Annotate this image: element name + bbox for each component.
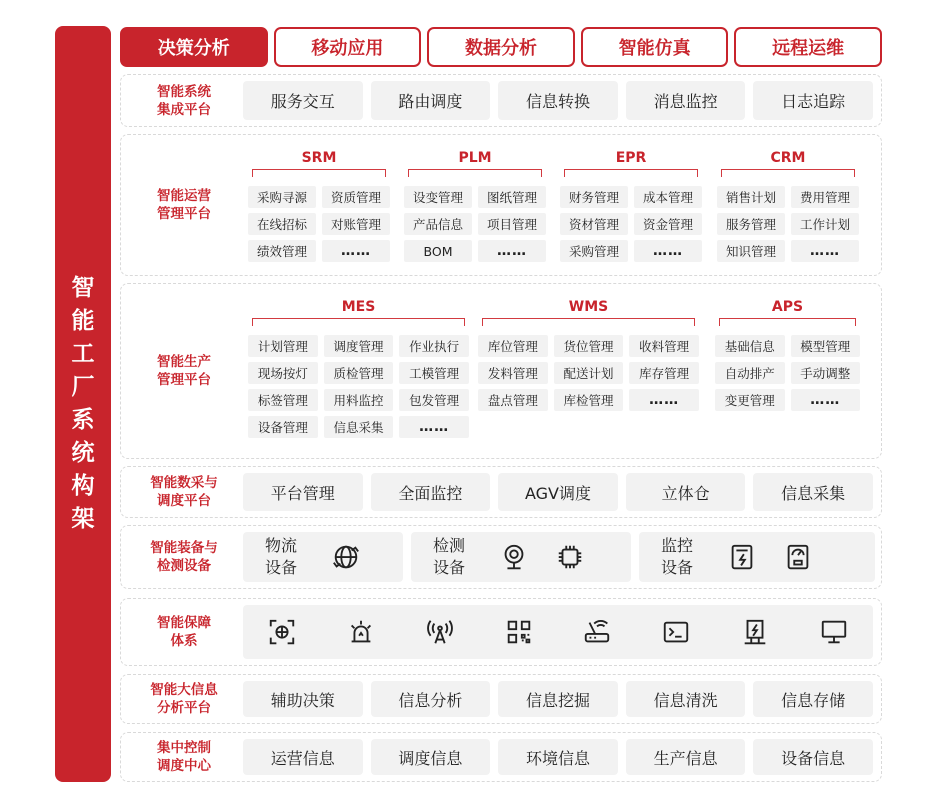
group-header — [248, 299, 469, 321]
cell[interactable]: 运营信息 — [243, 739, 363, 775]
module-item[interactable]: 资材管理 — [560, 213, 628, 235]
module-item[interactable]: 模型管理 — [791, 335, 861, 357]
layer-security — [120, 598, 882, 666]
module-item[interactable]: 工模管理 — [399, 362, 469, 384]
chip-icon — [555, 542, 585, 572]
module-item[interactable]: 知识管理 — [717, 240, 785, 262]
module-item[interactable]: …… — [634, 240, 702, 262]
layer-label: 智能生产管理平台 — [157, 354, 211, 388]
layer-label: 智能保障体系 — [157, 615, 211, 649]
group-header — [248, 150, 390, 172]
tab-data-analysis[interactable]: 数据分析 — [427, 27, 575, 67]
module-item[interactable]: 资金管理 — [634, 213, 702, 235]
module-item[interactable]: 项目管理 — [478, 213, 546, 235]
module-item[interactable]: 手动调整 — [791, 362, 861, 384]
layer-label: 集中控制调度中心 — [157, 740, 211, 774]
group-header — [560, 150, 702, 172]
cell[interactable]: 平台管理 — [243, 473, 363, 511]
control-panel-icon — [727, 542, 757, 572]
module-item[interactable]: 包发管理 — [399, 389, 469, 411]
tab-mobile-app[interactable]: 移动应用 — [274, 27, 422, 67]
group-items — [478, 335, 699, 411]
layer-label: 智能大信息分析平台 — [150, 682, 218, 716]
group-title: PLM — [458, 150, 492, 166]
module-item[interactable]: 货位管理 — [554, 335, 624, 357]
layer-label: 智能系统集成平台 — [157, 83, 211, 118]
module-item[interactable]: 盘点管理 — [478, 389, 548, 411]
module-item[interactable]: 工作计划 — [791, 213, 859, 235]
layer-production — [120, 283, 882, 459]
cell[interactable]: 服务交互 — [243, 81, 363, 120]
module-item[interactable]: 资质管理 — [322, 186, 390, 208]
module-item[interactable]: 质检管理 — [324, 362, 394, 384]
module-group-wms — [478, 299, 699, 419]
cell[interactable]: 调度信息 — [371, 739, 491, 775]
module-item[interactable]: 采购管理 — [560, 240, 628, 262]
module-item[interactable]: 信息采集 — [324, 416, 394, 438]
cell[interactable]: 日志追踪 — [753, 81, 873, 120]
module-item[interactable]: …… — [322, 240, 390, 262]
module-item[interactable]: 成本管理 — [634, 186, 702, 208]
layer-equipment — [120, 525, 882, 589]
module-item[interactable]: 库检管理 — [554, 389, 624, 411]
cell[interactable]: 信息分析 — [371, 681, 491, 717]
module-item[interactable]: 自动排产 — [715, 362, 785, 384]
logistics-equipment-box[interactable] — [243, 532, 403, 582]
module-item[interactable]: 变更管理 — [715, 389, 785, 411]
group-items — [248, 335, 469, 438]
group-items — [404, 186, 546, 262]
alarm-light-icon[interactable] — [346, 617, 376, 647]
module-item[interactable]: …… — [791, 240, 859, 262]
cell[interactable]: AGV调度 — [498, 473, 618, 511]
group-bracket-line — [252, 318, 465, 326]
module-item[interactable]: 调度管理 — [324, 335, 394, 357]
equipment-label: 监控设备 — [661, 536, 694, 577]
module-group-crm — [717, 150, 859, 270]
group-title: MES — [341, 299, 376, 315]
module-item[interactable]: 绩效管理 — [248, 240, 316, 262]
terminal-icon[interactable] — [661, 617, 691, 647]
group-items — [560, 186, 702, 262]
layer-operation — [120, 134, 882, 276]
cell[interactable]: 辅助决策 — [243, 681, 363, 717]
globe-refresh-icon — [331, 542, 361, 572]
group-header — [404, 150, 546, 172]
cell[interactable]: 全面监控 — [371, 473, 491, 511]
group-bracket-line — [482, 318, 695, 326]
cell[interactable]: 信息采集 — [753, 473, 873, 511]
layer-control — [120, 732, 882, 782]
module-group-srm — [248, 150, 390, 270]
group-items — [248, 186, 390, 262]
tab-decision-analysis[interactable]: 决策分析 — [120, 27, 268, 67]
group-items — [717, 186, 859, 262]
cell[interactable]: 信息存储 — [753, 681, 873, 717]
module-item[interactable]: …… — [399, 416, 469, 438]
cell[interactable]: 信息清洗 — [626, 681, 746, 717]
module-item[interactable]: 计划管理 — [248, 335, 318, 357]
cell[interactable]: 立体仓 — [626, 473, 746, 511]
tab-smart-simulation[interactable]: 智能仿真 — [581, 27, 729, 67]
module-item[interactable]: …… — [478, 240, 546, 262]
module-group-aps — [715, 299, 860, 419]
module-item[interactable]: BOM — [404, 240, 472, 262]
group-bracket-line — [252, 169, 386, 177]
group-title: EPR — [615, 150, 647, 166]
scan-frame-icon[interactable] — [267, 617, 297, 647]
module-item[interactable]: 作业执行 — [399, 335, 469, 357]
module-item[interactable]: 费用管理 — [791, 186, 859, 208]
module-item[interactable]: 标签管理 — [248, 389, 318, 411]
router-icon[interactable] — [582, 617, 612, 647]
module-item[interactable]: 销售计划 — [717, 186, 785, 208]
group-bracket-line — [719, 318, 856, 326]
module-item[interactable]: 图纸管理 — [478, 186, 546, 208]
group-items — [715, 335, 860, 411]
module-group-epr — [560, 150, 702, 270]
layer-label: 智能装备与检测设备 — [150, 540, 218, 574]
module-item[interactable]: 发料管理 — [478, 362, 548, 384]
equipment-label: 检测设备 — [433, 536, 466, 577]
meter-icon — [783, 542, 813, 572]
cell[interactable]: 消息监控 — [626, 81, 746, 120]
cell[interactable]: 生产信息 — [626, 739, 746, 775]
equipment-label: 物流设备 — [265, 536, 298, 577]
monitor-icon[interactable] — [819, 617, 849, 647]
cell[interactable]: 路由调度 — [371, 81, 491, 120]
module-item[interactable]: 产品信息 — [404, 213, 472, 235]
module-item[interactable]: 设变管理 — [404, 186, 472, 208]
layer-collection — [120, 466, 882, 518]
module-item[interactable]: 收料管理 — [629, 335, 699, 357]
cell[interactable]: 信息转换 — [498, 81, 618, 120]
group-bracket-line — [721, 169, 855, 177]
group-title: SRM — [301, 150, 337, 166]
antenna-icon[interactable] — [425, 617, 455, 647]
vertical-title-bar — [55, 26, 111, 782]
group-title: WMS — [568, 299, 609, 315]
layer-integration — [120, 74, 882, 127]
module-item[interactable]: …… — [791, 389, 861, 411]
module-item[interactable]: 库位管理 — [478, 335, 548, 357]
module-item[interactable]: 基础信息 — [715, 335, 785, 357]
module-item[interactable]: 现场按灯 — [248, 362, 318, 384]
monitoring-equipment-box[interactable] — [639, 532, 875, 582]
architecture-diagram — [52, 22, 884, 792]
group-bracket-line — [408, 169, 542, 177]
module-item[interactable]: 设备管理 — [248, 416, 318, 438]
module-item[interactable]: 库存管理 — [629, 362, 699, 384]
group-header — [715, 299, 860, 321]
group-title: CRM — [770, 150, 806, 166]
group-title: APS — [771, 299, 804, 315]
group-header — [717, 150, 859, 172]
module-group-plm — [404, 150, 546, 270]
qr-code-icon[interactable] — [504, 617, 534, 647]
group-bracket-line — [564, 169, 698, 177]
group-header — [478, 299, 699, 321]
module-item[interactable]: 用料监控 — [324, 389, 394, 411]
cell[interactable]: 信息挖掘 — [498, 681, 618, 717]
module-item[interactable]: 对账管理 — [322, 213, 390, 235]
module-item[interactable]: 服务管理 — [717, 213, 785, 235]
module-item[interactable]: …… — [629, 389, 699, 411]
webcam-icon — [499, 542, 529, 572]
module-item[interactable]: 配送计划 — [554, 362, 624, 384]
module-group-mes — [248, 299, 469, 435]
module-item[interactable]: 在线招标 — [248, 213, 316, 235]
tab-remote-ops[interactable]: 远程运维 — [734, 27, 882, 67]
cell[interactable]: 设备信息 — [753, 739, 873, 775]
power-panel-icon[interactable] — [740, 617, 770, 647]
layer-label: 智能数采与调度平台 — [150, 475, 218, 509]
diagram-title: 智能工厂系统构架 — [71, 275, 95, 532]
cell[interactable]: 环境信息 — [498, 739, 618, 775]
inspection-equipment-box[interactable] — [411, 532, 631, 582]
layer-bigdata — [120, 674, 882, 724]
module-item[interactable]: 财务管理 — [560, 186, 628, 208]
module-item[interactable]: 采购寻源 — [248, 186, 316, 208]
top-tabs — [120, 27, 882, 67]
layer-label: 智能运营管理平台 — [157, 188, 211, 222]
